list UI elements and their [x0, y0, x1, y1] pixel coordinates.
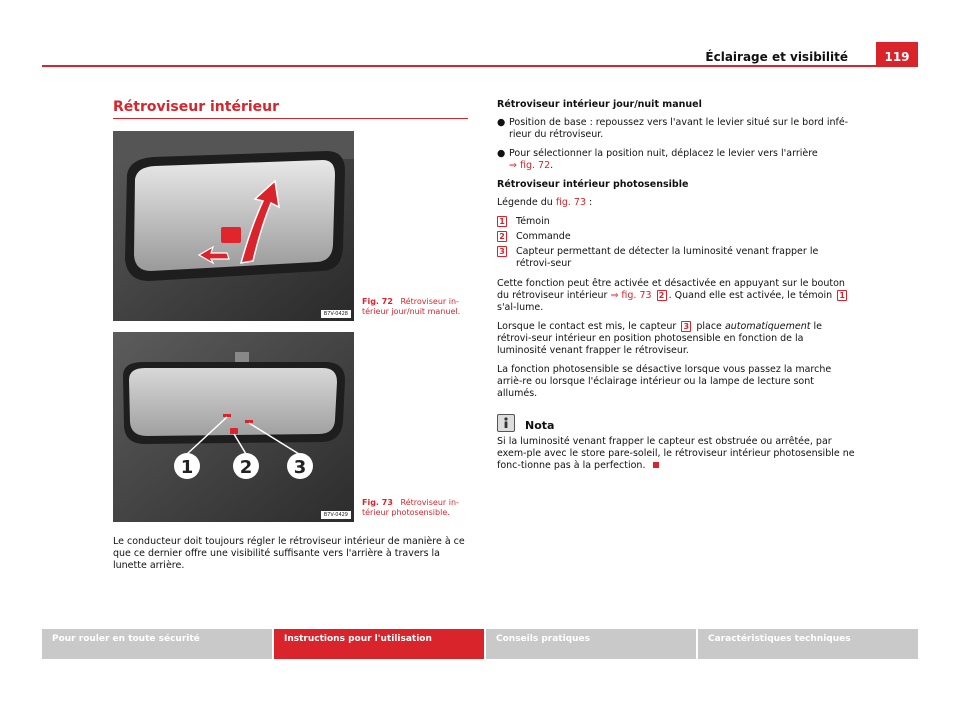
legend-text: Témoin	[516, 216, 550, 227]
legend-number: 2	[497, 231, 507, 242]
callout-number: 3	[681, 321, 691, 332]
manual-mirror-illustration	[113, 131, 354, 321]
callout-number: 2	[657, 290, 667, 301]
manual-mirror-heading: Rétroviseur intérieur jour/nuit manuel	[497, 99, 702, 110]
bullet-text: Pour sélectionner la position nuit, déplacez le levier vers l'arrière	[509, 148, 818, 159]
footer-tab-technical-specs[interactable]: Caractéristiques techniques	[696, 629, 918, 659]
note-paragraph	[497, 436, 855, 472]
bullet-item	[497, 117, 855, 141]
figure-73-image	[113, 332, 354, 522]
page-number: 119	[876, 42, 918, 67]
sensor-paragraph	[497, 321, 855, 357]
fig-73-link[interactable]: fig. 73	[555, 197, 586, 208]
legend-text: Capteur permettant de détecter la luminosité venant frapper le rétrovi-seur	[516, 246, 819, 269]
section-rule	[113, 118, 468, 119]
paragraph-text: place	[696, 321, 722, 332]
activation-paragraph	[497, 278, 855, 314]
deactivation-paragraph: La fonction photosensible se désactive lorsque vous passez la marche arriè-re ou lorsque l'éclairage intérieur ou la lampe de lecture sont allumés.	[497, 364, 832, 399]
paragraph-text: Lorsque le contact est mis, le capteur	[497, 321, 677, 332]
legend-number: 3	[497, 246, 507, 257]
callout-1: 1	[180, 457, 194, 478]
running-header-title: Éclairage et visibilité	[705, 50, 848, 64]
section-title: Rétroviseur intérieur	[113, 99, 280, 115]
end-of-section-marker	[653, 462, 659, 468]
paragraph-text: . Quand elle est activée, le témoin	[668, 290, 833, 301]
callout-2: 2	[239, 457, 253, 478]
figure-label: Fig. 73	[362, 498, 393, 507]
bullet-item	[497, 148, 855, 172]
fig-73-link[interactable]: ⇒ fig. 73	[610, 290, 652, 301]
footer-tab-practical-tips[interactable]: Conseils pratiques	[484, 629, 696, 659]
figure-code: B7V-0429	[321, 511, 351, 519]
info-icon	[497, 414, 515, 432]
photosensitive-heading: Rétroviseur intérieur photosensible	[497, 179, 689, 190]
bullet-suffix: .	[550, 160, 554, 171]
figure-73-caption	[362, 498, 470, 518]
paragraph-text: Cette fonction peut être activée et désactivée en appuyant sur le bouton du rétroviseur intérieur	[497, 278, 845, 301]
legend-text: Commande	[516, 231, 571, 242]
intro-paragraph: Le conducteur doit toujours régler le rétroviseur intérieur de manière à ce que ce dernier offre une visibilité suffisante vers l'arrière à travers la lunette arrière.	[113, 536, 465, 571]
emphasis-text: automatiquement	[724, 321, 811, 332]
legend-intro-text: Légende du	[497, 197, 553, 208]
note-label: Nota	[525, 419, 555, 432]
footer-tab-safety[interactable]: Pour rouler en toute sécurité	[42, 629, 272, 659]
figure-label: Fig. 72	[362, 297, 393, 306]
footer-navigation	[42, 629, 918, 659]
legend-number: 1	[497, 216, 507, 227]
footer-tab-instructions[interactable]: Instructions pour l'utilisation	[272, 629, 484, 659]
figure-72-caption	[362, 297, 470, 317]
figure-code: B7V-0428	[321, 310, 351, 318]
bullet-text: Position de base : repoussez vers l'avant le levier situé sur le bord infé-rieur du rétroviseur.	[509, 117, 849, 140]
header-rule	[42, 65, 918, 67]
note-text: Si la luminosité venant frapper le capteur est obstruée ou arrêtée, par exem-ple avec le store pare-soleil, le rétroviseur intérieur photosensible ne fonc-tionne pas à la perfection.	[497, 436, 855, 471]
legend-item	[497, 231, 855, 243]
photosensitive-mirror-illustration	[113, 332, 354, 522]
figure-caption-text: Rétroviseur in-térieur jour/nuit manuel.	[362, 297, 461, 316]
bullet-dot: ●	[497, 117, 506, 128]
legend-item	[497, 246, 855, 270]
right-column	[497, 99, 855, 479]
fig-72-link[interactable]: ⇒ fig. 72	[509, 160, 551, 171]
figure-caption-text: Rétroviseur in-térieur photosensible.	[362, 498, 459, 517]
paragraph-text: s'al-lume.	[497, 302, 544, 313]
bullet-dot: ●	[497, 148, 506, 159]
callout-number: 1	[837, 290, 847, 301]
figure-72-image	[113, 131, 354, 321]
legend-item	[497, 216, 855, 228]
legend-intro-suffix: :	[586, 197, 593, 208]
legend-intro	[497, 197, 855, 209]
paragraph-text: le rétrovi-seur intérieur en position photosensible en fonction de la luminosité venant frapper le rétroviseur.	[497, 321, 823, 356]
callout-3: 3	[293, 457, 307, 478]
note-heading	[497, 414, 855, 432]
